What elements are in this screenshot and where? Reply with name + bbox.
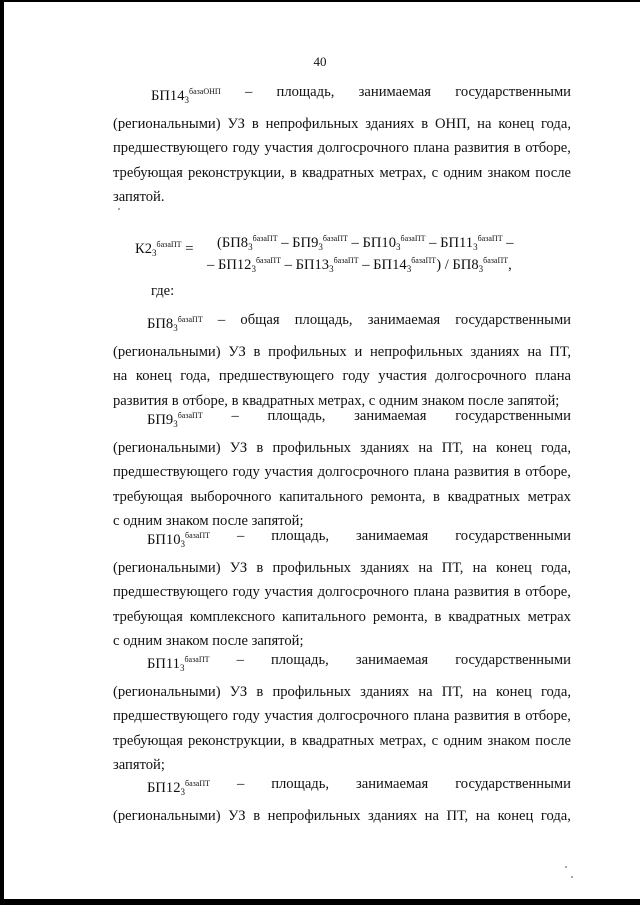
term-superscript: базаПТ <box>185 779 211 788</box>
definition-word: ПТ, <box>441 440 464 457</box>
definition-word: в <box>253 344 261 361</box>
term-base: БП10 <box>147 532 181 548</box>
definition-word: года, <box>540 440 571 457</box>
formula-term: – БП10 <box>347 235 396 251</box>
definition-first-line <box>113 80 571 112</box>
formula-sup: базаПТ <box>333 256 359 265</box>
definition-line <box>113 485 571 509</box>
definition-word: профильных <box>272 560 351 577</box>
definition-line <box>113 605 571 629</box>
definition-word: – <box>217 312 226 328</box>
definition-word: года, <box>540 116 571 133</box>
definition-word: в <box>289 164 297 181</box>
definition-word: отборе, <box>525 140 571 157</box>
definition-bp14-onp <box>113 80 571 209</box>
definition-word: требующая <box>113 608 183 625</box>
definition-word: отборе, <box>525 464 571 481</box>
definition-word: плана <box>413 708 450 725</box>
definition-word: в <box>513 584 521 601</box>
definition-first-line <box>113 404 571 436</box>
definition-word: развития <box>453 584 510 601</box>
definition-word: плана <box>413 584 450 601</box>
definition-word: занимаемая <box>355 528 429 544</box>
definition-word: площадь, <box>271 776 330 792</box>
definition-word: государственными <box>455 312 571 328</box>
definition-line: запятой; <box>113 756 165 773</box>
definition-word: на <box>527 344 542 361</box>
definition-word: квадратных <box>448 608 521 625</box>
definition-word: в <box>434 608 442 625</box>
definition-word: в <box>513 708 521 725</box>
definition-word: (региональными) <box>113 684 221 701</box>
formula-sub: 3 <box>473 242 478 252</box>
definition-word: площадь, <box>267 408 326 424</box>
definition-word: одним <box>443 164 483 181</box>
definition-word: метрах, <box>379 164 427 181</box>
definition-line <box>113 729 571 753</box>
definition-word: – <box>236 652 244 668</box>
term-base: БП14 <box>151 88 185 104</box>
definition-word: на <box>477 116 492 133</box>
formula-term: – БП9 <box>277 235 319 251</box>
formula-sub: 3 <box>251 264 256 274</box>
definition-bp10 <box>113 524 571 653</box>
definition-word: предшествующего <box>113 464 228 481</box>
definition-word: долгосрочного <box>317 140 409 157</box>
definition-line <box>113 112 571 136</box>
definition-line <box>113 804 571 828</box>
formula-lhs-sup: базаПТ <box>156 240 182 249</box>
term-superscript: базаПТ <box>177 315 203 324</box>
definition-first-line <box>113 772 571 804</box>
definition-word: государственными <box>455 652 571 668</box>
definition-word: с <box>431 164 439 181</box>
definition-word: общая <box>240 312 280 328</box>
definition-word: государственными <box>455 528 571 544</box>
definition-line <box>113 556 571 580</box>
definition-word: требующая <box>113 488 183 505</box>
definition-word: реконструкции, <box>187 164 285 181</box>
definition-word: зданиях <box>360 440 410 457</box>
definition-word: выборочного <box>190 488 272 505</box>
where-label: где: <box>151 283 175 299</box>
definition-line <box>113 460 571 484</box>
definition-word: году <box>342 368 370 385</box>
term-subscript: 3 <box>184 95 190 105</box>
formula-term: – БП11 <box>425 235 474 251</box>
formula-term: , <box>508 257 512 273</box>
definition-word: отборе, <box>525 584 571 601</box>
definition-term <box>147 524 210 556</box>
definition-term <box>147 308 203 340</box>
definition-word: предшествующего <box>113 708 228 725</box>
scan-speck <box>118 208 120 210</box>
definition-word: (региональными) <box>113 116 221 133</box>
definition-word: метрах <box>527 488 571 505</box>
definition-word: ОНП, <box>434 116 471 133</box>
definition-word: развития <box>453 708 510 725</box>
definition-word: на <box>472 440 487 457</box>
definition-word: году <box>232 140 260 157</box>
definition-word: конец <box>496 560 532 577</box>
definition-word: знаком <box>487 732 531 749</box>
definition-first-line <box>113 308 571 340</box>
definition-word: капитального <box>279 488 363 505</box>
definition-word: года, <box>540 560 571 577</box>
formula-sub: 3 <box>478 264 484 274</box>
formula-sup: базаПТ <box>255 256 281 265</box>
definition-line <box>113 161 571 185</box>
term-base: БП9 <box>147 412 174 428</box>
definition-line: запятой. <box>113 188 165 205</box>
definition-word: в <box>513 140 521 157</box>
definition-word: с <box>431 732 439 749</box>
definition-word: зданиях <box>360 684 410 701</box>
definition-word: долгосрочного <box>435 368 527 385</box>
definition-bp8 <box>113 308 571 413</box>
definition-word: в <box>289 732 297 749</box>
formula-sup: базаПТ <box>411 256 437 265</box>
definition-bp9 <box>113 404 571 533</box>
definition-word: конец <box>496 440 532 457</box>
definition-word: непрофильных <box>265 116 359 133</box>
scan-edge-bottom <box>0 899 640 905</box>
formula-sub: 3 <box>396 242 401 252</box>
formula-sup: базаПТ <box>477 234 503 243</box>
definition-word: – <box>236 528 245 544</box>
formula-term: – БП13 <box>280 257 330 273</box>
definition-word: непрофильных <box>267 808 361 825</box>
definition-word: на <box>424 808 439 825</box>
definition-line <box>113 364 571 388</box>
term-base: БП11 <box>147 656 180 672</box>
formula-term: – БП12 <box>207 257 252 273</box>
definition-line <box>113 136 571 160</box>
definition-word: после <box>535 732 571 749</box>
definition-line <box>113 680 571 704</box>
definition-word: участия <box>378 368 427 385</box>
definition-word: конец <box>497 808 534 825</box>
definition-word: после <box>535 164 571 181</box>
definition-word: в <box>256 684 264 701</box>
definition-word: году <box>232 584 260 601</box>
definition-word: в <box>256 440 264 457</box>
formula-sub: 3 <box>406 264 412 274</box>
definition-word: на <box>472 684 487 701</box>
definition-word: участия <box>264 464 313 481</box>
definition-term <box>147 648 209 680</box>
definition-word: государственными <box>455 84 571 100</box>
definition-word: УЗ <box>229 684 248 701</box>
definition-word: на <box>475 808 490 825</box>
definition-word: квадратных <box>447 488 520 505</box>
definition-word: занимаемая <box>355 776 429 792</box>
definition-word: УЗ <box>228 808 246 825</box>
scan-speck <box>565 866 567 868</box>
definition-word: предшествующего <box>113 584 228 601</box>
definition-word: метрах <box>527 608 571 625</box>
definition-word: УЗ <box>229 560 248 577</box>
definition-word: ПТ, <box>441 684 464 701</box>
definition-word: непрофильных <box>369 344 463 361</box>
definition-word: году <box>232 464 260 481</box>
definition-word: государственными <box>455 408 571 424</box>
definition-word: площадь, <box>276 84 335 100</box>
definition-word: ПТ, <box>441 560 464 577</box>
definition-word: плана <box>413 140 450 157</box>
definition-line <box>113 580 571 604</box>
definition-word: в <box>513 464 521 481</box>
definition-word: – <box>244 84 253 100</box>
definition-line: с одним знаком после запятой; <box>113 632 304 649</box>
formula-term: – <box>502 235 514 251</box>
page-number: 40 <box>313 54 327 69</box>
definition-word: площадь, <box>270 652 329 668</box>
definition-word: конец <box>498 116 535 133</box>
definition-word: в <box>421 116 429 133</box>
definition-word: года, <box>540 808 571 825</box>
definition-word: в <box>256 560 264 577</box>
definition-word: площадь, <box>294 312 353 328</box>
definition-word: (региональными) <box>113 560 221 577</box>
definition-term <box>147 772 210 804</box>
definition-word: предшествующего <box>218 368 334 385</box>
formula-sub: 3 <box>248 242 253 252</box>
definition-line <box>113 340 571 364</box>
definition-word: развития <box>453 464 510 481</box>
definition-word: знаком <box>487 164 531 181</box>
definition-word: (региональными) <box>113 808 221 825</box>
formula-sup: базаПТ <box>400 234 426 243</box>
definition-word: государственными <box>455 776 571 792</box>
definition-word: ремонта, <box>372 608 428 625</box>
definition-first-line <box>113 524 571 556</box>
formula-equals: = <box>185 241 194 257</box>
definition-word: ПТ, <box>446 808 469 825</box>
definition-word: метрах, <box>379 732 427 749</box>
definition-word: квадратных <box>301 164 375 181</box>
definition-word: участия <box>264 708 313 725</box>
definition-line: с одним знаком после запятой; <box>113 512 304 529</box>
definition-word: занимаемая <box>358 84 431 100</box>
definition-word: площадь, <box>271 528 330 544</box>
term-superscript: базаПТ <box>185 531 211 540</box>
definition-line <box>113 436 571 460</box>
definition-word: долгосрочного <box>317 584 409 601</box>
formula-sup: базаПТ <box>322 234 348 243</box>
definition-word: занимаемая <box>355 652 429 668</box>
definition-word: предшествующего <box>113 140 228 157</box>
definition-word: (региональными) <box>113 440 221 457</box>
definition-word: на <box>418 560 433 577</box>
definition-word: на <box>418 684 433 701</box>
formula-sup: базаПТ <box>483 256 509 265</box>
definition-word: зданиях <box>368 808 418 825</box>
definition-term <box>151 80 221 112</box>
definition-word: профильных <box>272 684 351 701</box>
formula-lhs-sub: 3 <box>152 248 157 258</box>
definition-word: комплексного <box>189 608 276 625</box>
formula-sub: 3 <box>318 242 323 252</box>
definition-line: развития в отборе, в квадратных метрах, с одним знаком после запятой; <box>113 392 560 409</box>
definition-word: зданиях <box>470 344 520 361</box>
definition-word: году <box>232 708 260 725</box>
scan-edge-left <box>0 0 4 905</box>
formula-lhs <box>135 234 193 264</box>
definition-word: (региональными) <box>113 344 221 361</box>
definition-word: УЗ <box>229 440 248 457</box>
definition-word: года, <box>180 368 211 385</box>
formula-sup: базаПТ <box>252 234 278 243</box>
definition-bp12 <box>113 772 571 828</box>
definition-word: плана <box>535 368 571 385</box>
definition-word: плана <box>413 464 450 481</box>
formula-term: ) / БП8 <box>436 257 479 273</box>
definition-term <box>147 404 203 436</box>
definition-word: развития <box>453 140 510 157</box>
scan-edge-top <box>0 0 640 2</box>
definition-word: долгосрочного <box>317 464 409 481</box>
definition-bp11 <box>113 648 571 777</box>
definition-word: УЗ <box>228 344 246 361</box>
definition-word: участия <box>264 140 313 157</box>
scan-speck <box>571 876 573 878</box>
definition-word: – <box>236 776 245 792</box>
definition-word: участия <box>264 584 313 601</box>
definition-word: в <box>251 116 259 133</box>
definition-word: капитального <box>282 608 366 625</box>
definition-word: занимаемая <box>354 408 427 424</box>
definition-word: профильных <box>272 440 351 457</box>
definition-word: на <box>418 440 433 457</box>
definition-word: в <box>253 808 261 825</box>
formula-lhs-term: К2 <box>135 241 153 257</box>
term-superscript: базаПТ <box>184 655 210 664</box>
definition-word: в <box>433 488 440 505</box>
definition-word: требующая <box>113 164 183 181</box>
definition-word: ремонта, <box>370 488 426 505</box>
term-subscript: 3 <box>180 787 186 797</box>
definition-word: УЗ <box>227 116 245 133</box>
definition-word: на <box>472 560 487 577</box>
definition-word: квадратных <box>301 732 375 749</box>
definition-word: долгосрочного <box>317 708 409 725</box>
definition-word: одним <box>443 732 483 749</box>
definition-word: года, <box>540 684 571 701</box>
term-subscript: 3 <box>180 539 186 549</box>
definition-first-line <box>113 648 571 680</box>
definition-word: и <box>354 344 363 361</box>
definition-word: конец <box>496 684 532 701</box>
term-base: БП8 <box>147 316 174 332</box>
term-subscript: 3 <box>179 663 185 673</box>
definition-word: зданиях <box>365 116 415 133</box>
formula-term: – БП14 <box>358 257 407 273</box>
definition-word: на <box>113 368 128 385</box>
definition-word: требующая <box>113 732 183 749</box>
term-subscript: 3 <box>173 323 178 333</box>
term-base: БП12 <box>147 780 181 796</box>
definition-word: ПТ, <box>549 344 571 361</box>
definition-word: зданиях <box>360 560 410 577</box>
definition-word: – <box>231 408 239 424</box>
term-superscript: базаПТ <box>177 411 203 420</box>
formula-row-2 <box>207 250 512 280</box>
definition-word: реконструкции, <box>187 732 285 749</box>
formula-sub: 3 <box>329 264 334 274</box>
definition-word: профильных <box>268 344 347 361</box>
definition-word: занимаемая <box>367 312 441 328</box>
term-subscript: 3 <box>173 419 178 429</box>
definition-word: конец <box>135 368 172 385</box>
formula-term: (БП8 <box>217 235 249 251</box>
definition-line <box>113 704 571 728</box>
definition-word: отборе, <box>525 708 571 725</box>
term-superscript: базаОНП <box>189 87 221 96</box>
